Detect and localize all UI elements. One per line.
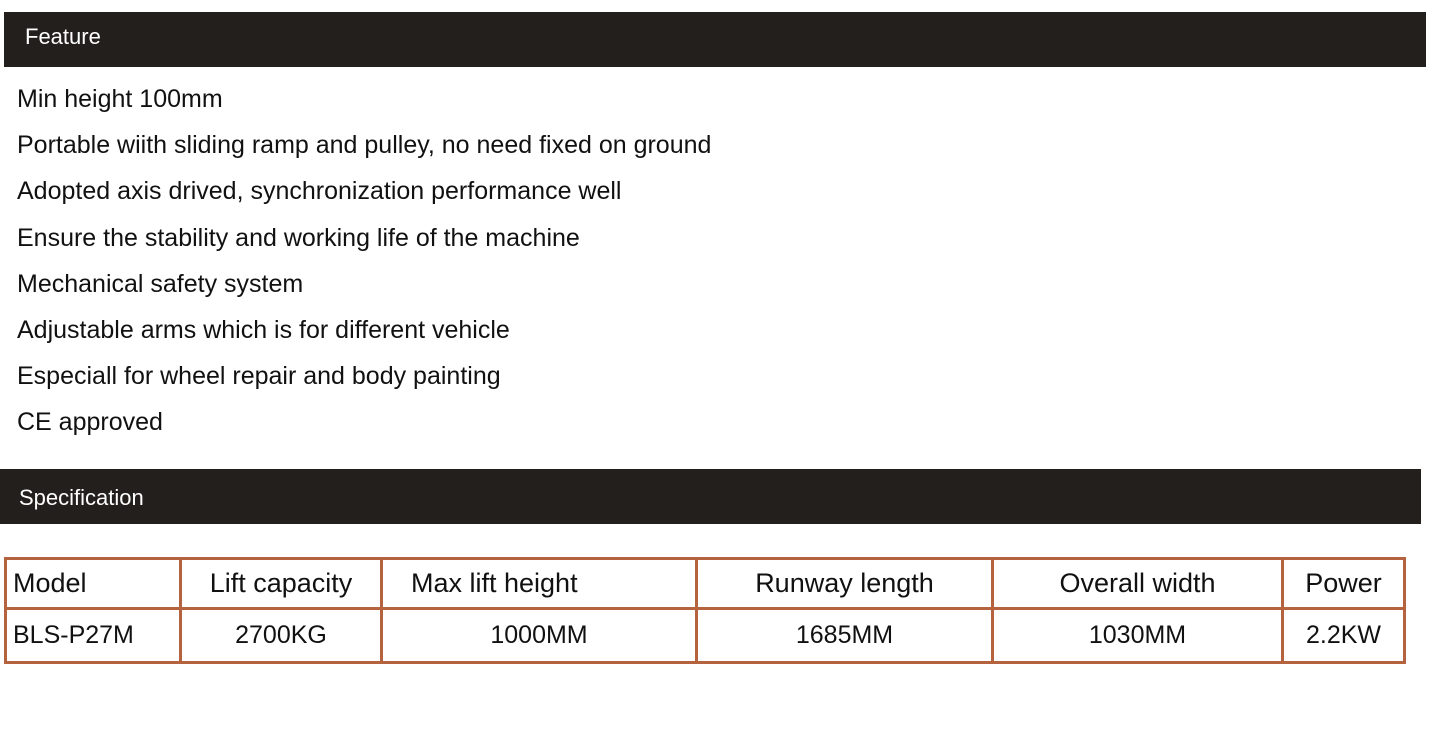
specification-title: Specification (19, 484, 144, 510)
specification-header-bar (0, 469, 1421, 524)
header-cell-overall-width: Overall width (993, 559, 1283, 609)
header-cell-max-lift-height: Max lift height (382, 559, 697, 609)
feature-item: Especiall for wheel repair and body painting (17, 362, 501, 391)
feature-item: Portable wiith sliding ramp and pulley, no need fixed on ground (17, 131, 712, 160)
feature-item: Ensure the stability and working life of the machine (17, 223, 580, 252)
header-cell-lift-capacity: Lift capacity (181, 559, 382, 609)
table-row (6, 609, 1405, 663)
feature-header-bar (4, 12, 1426, 67)
table-header-row (6, 559, 1405, 609)
feature-item: Min height 100mm (17, 85, 223, 113)
cell-runway-length: 1685MM (697, 609, 993, 663)
feature-item: Adjustable arms which is for different vehicle (17, 315, 510, 344)
cell-max-lift-height: 1000MM (382, 609, 697, 663)
feature-item: Adopted axis drived, synchronization performance well (17, 177, 622, 206)
header-cell-power: Power (1283, 559, 1405, 609)
cell-lift-capacity: 2700KG (181, 609, 382, 663)
feature-list (17, 78, 711, 448)
specification-table (4, 557, 1406, 664)
cell-overall-width: 1030MM (993, 609, 1283, 663)
feature-item: CE approved (17, 408, 163, 437)
header-cell-runway-length: Runway length (697, 559, 993, 609)
cell-power: 2.2KW (1283, 609, 1405, 663)
feature-title: Feature (25, 23, 101, 49)
feature-item: Mechanical safety system (17, 269, 304, 298)
header-cell-model: Model (6, 559, 181, 609)
cell-model: BLS-P27M (6, 609, 181, 663)
